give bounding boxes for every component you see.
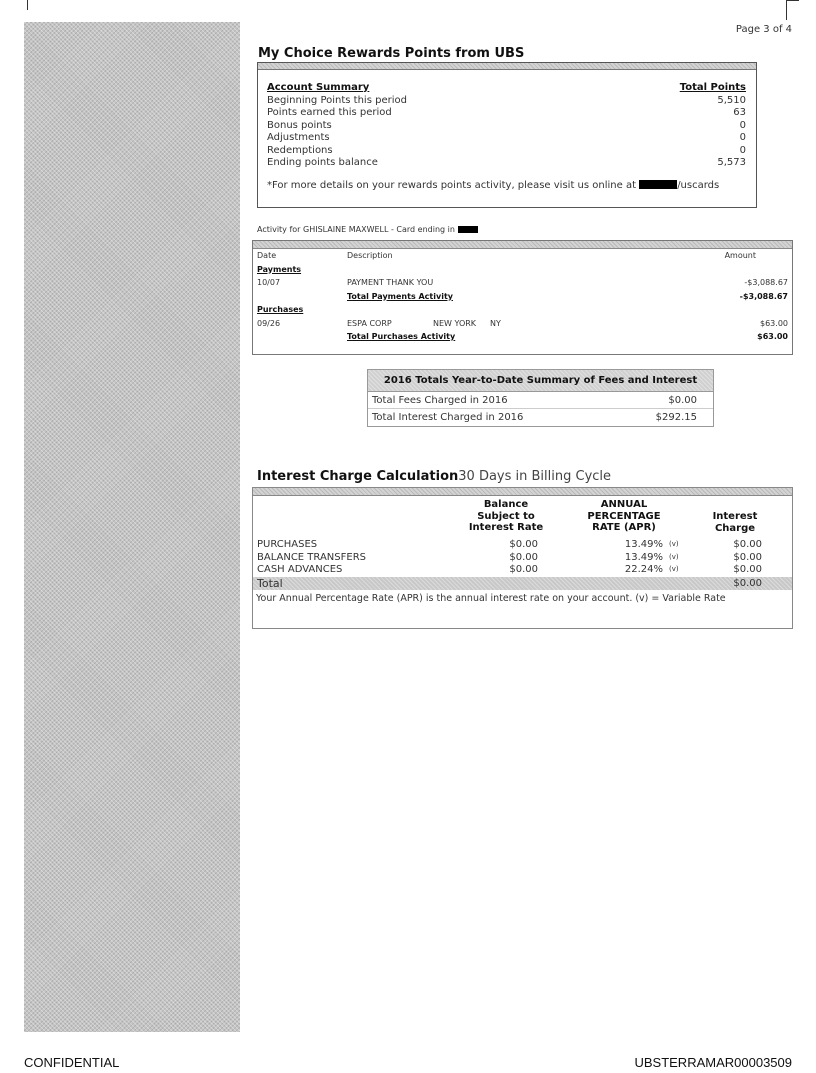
rewards-row <box>267 107 746 120</box>
rewards-header-band <box>258 63 756 70</box>
table-row <box>368 392 713 409</box>
interest-row-charge: $0.00 <box>733 564 762 575</box>
payment-amount: -$3,088.67 <box>744 278 788 287</box>
ytd-row-value: $0.00 <box>668 395 697 406</box>
interest-row-balance: $0.00 <box>509 551 538 563</box>
ytd-title: 2016 Totals Year-to-Date Summary of Fees and Interest <box>368 370 713 392</box>
redaction-block <box>458 226 478 233</box>
col-description: Description <box>347 251 393 260</box>
ytd-summary-box <box>367 369 714 427</box>
payments-total-amount: -$3,088.67 <box>739 291 788 301</box>
col-apr-line: PERCENTAGE <box>587 510 661 522</box>
col-interest-charge <box>703 511 767 534</box>
rewards-title: My Choice Rewards Points from UBS <box>258 46 525 61</box>
activity-header-band <box>253 241 792 249</box>
table-row <box>253 539 792 552</box>
rewards-row-label: Bonus points <box>267 119 332 131</box>
col-apr-line: RATE (APR) <box>592 522 656 533</box>
interest-header-band <box>253 488 792 496</box>
purchases-section-label <box>253 303 792 317</box>
interest-title-text: Interest Charge Calculation <box>257 469 459 484</box>
purchase-city: NEW YORK <box>433 318 477 328</box>
crop-mark-right <box>786 0 816 20</box>
rewards-row-label: Points earned this period <box>267 107 392 118</box>
rewards-row-value: 63 <box>733 107 746 118</box>
interest-subtitle: 30 Days in Billing Cycle <box>458 469 612 484</box>
total-points-label: Total Points <box>679 82 746 93</box>
activity-table <box>252 240 793 355</box>
rewards-row-value: 5,510 <box>717 94 746 106</box>
ytd-row-label: Total Fees Charged in 2016 <box>372 395 508 406</box>
col-balance-line: Balance <box>483 499 529 510</box>
redaction-block <box>639 180 677 189</box>
variable-rate-flag: (v) <box>669 565 679 573</box>
interest-row-balance: $0.00 <box>509 539 538 550</box>
rewards-row <box>267 120 746 133</box>
interest-total-row <box>253 577 792 590</box>
interest-row-balance: $0.00 <box>509 564 538 575</box>
ytd-row-value: $292.15 <box>655 412 697 423</box>
variable-rate-flag: (v) <box>669 540 679 548</box>
rewards-row <box>267 157 746 170</box>
rewards-summary-header <box>267 82 746 95</box>
rewards-row-value: 0 <box>739 132 746 143</box>
footer-confidential: CONFIDENTIAL <box>24 1055 120 1070</box>
rewards-row <box>267 95 746 108</box>
payments-section-label <box>253 263 792 277</box>
table-row <box>368 409 713 426</box>
rewards-note-prefix: *For more details on your rewards points activity, please visit us online at <box>267 179 636 191</box>
purchases-total-label: Total Purchases Activity <box>347 332 456 341</box>
ytd-row-label: Total Interest Charged in 2016 <box>372 412 524 423</box>
interest-row-charge: $0.00 <box>733 551 762 563</box>
purchases-total-row <box>253 330 792 344</box>
col-interest-line: Charge <box>714 522 756 534</box>
interest-total-value: $0.00 <box>733 577 762 589</box>
interest-footnote: Your Annual Percentage Rate (APR) is the annual interest rate on your account. (v) = Variable Rate <box>256 592 726 604</box>
rewards-row-label: Adjustments <box>267 132 330 143</box>
activity-label <box>257 225 478 234</box>
purchase-date: 09/26 <box>257 318 281 328</box>
col-interest-line: Interest <box>712 511 758 522</box>
account-summary-label: Account Summary <box>267 82 370 93</box>
rewards-row <box>267 132 746 145</box>
purchase-state: NY <box>490 318 501 328</box>
purchases-total-amount: $63.00 <box>757 332 788 341</box>
table-row <box>253 564 792 577</box>
interest-row-label: PURCHASES <box>257 539 318 550</box>
purchase-amount: $63.00 <box>760 318 788 328</box>
table-row <box>253 317 792 331</box>
rewards-row-value: 5,573 <box>717 157 746 168</box>
purchases-label: Purchases <box>257 305 304 314</box>
rewards-row-label: Redemptions <box>267 144 333 156</box>
interest-column-header <box>253 496 792 539</box>
interest-row-label: BALANCE TRANSFERS <box>257 551 366 563</box>
activity-label-text: Activity for GHISLAINE MAXWELL - Card ending in <box>257 225 455 234</box>
payments-total-label: Total Payments Activity <box>347 291 453 301</box>
col-balance <box>451 499 561 534</box>
rewards-row-value: 0 <box>739 119 746 131</box>
col-amount: Amount <box>724 251 756 260</box>
interest-row-label: CASH ADVANCES <box>257 564 343 575</box>
table-row <box>253 552 792 565</box>
interest-row-apr: 22.24% <box>624 564 663 575</box>
rewards-row <box>267 145 746 158</box>
payments-label: Payments <box>257 264 302 274</box>
variable-rate-flag: (v) <box>669 552 679 561</box>
payments-total-row <box>253 290 792 304</box>
purchase-desc: ESPA CORP <box>347 318 392 328</box>
interest-title <box>257 469 611 484</box>
interest-row-charge: $0.00 <box>733 539 762 550</box>
side-pattern-band <box>24 22 240 1032</box>
activity-column-header <box>253 249 792 263</box>
rewards-row-label: Ending points balance <box>267 157 378 168</box>
rewards-note <box>267 180 746 191</box>
page-number: Page 3 of 4 <box>735 24 792 35</box>
interest-row-apr: 13.49% <box>624 539 663 550</box>
rewards-row-value: 0 <box>739 144 746 156</box>
col-apr-line: ANNUAL <box>600 499 648 510</box>
table-row <box>253 276 792 290</box>
interest-row-apr: 13.49% <box>624 551 663 563</box>
crop-mark-left <box>0 0 28 10</box>
interest-total-label: Total <box>257 576 283 590</box>
payment-desc: PAYMENT THANK YOU <box>347 278 434 287</box>
rewards-summary-box <box>257 62 757 208</box>
footer-bates-number: UBSTERRAMAR00003509 <box>634 1055 792 1070</box>
rewards-row-label: Beginning Points this period <box>267 94 407 106</box>
interest-table <box>252 487 793 629</box>
payment-date: 10/07 <box>257 278 281 287</box>
col-balance-line: Interest Rate <box>468 522 544 533</box>
col-date: Date <box>257 251 277 260</box>
rewards-note-suffix: /uscards <box>677 179 720 191</box>
col-apr <box>569 499 679 534</box>
col-balance-line: Subject to <box>477 510 535 522</box>
